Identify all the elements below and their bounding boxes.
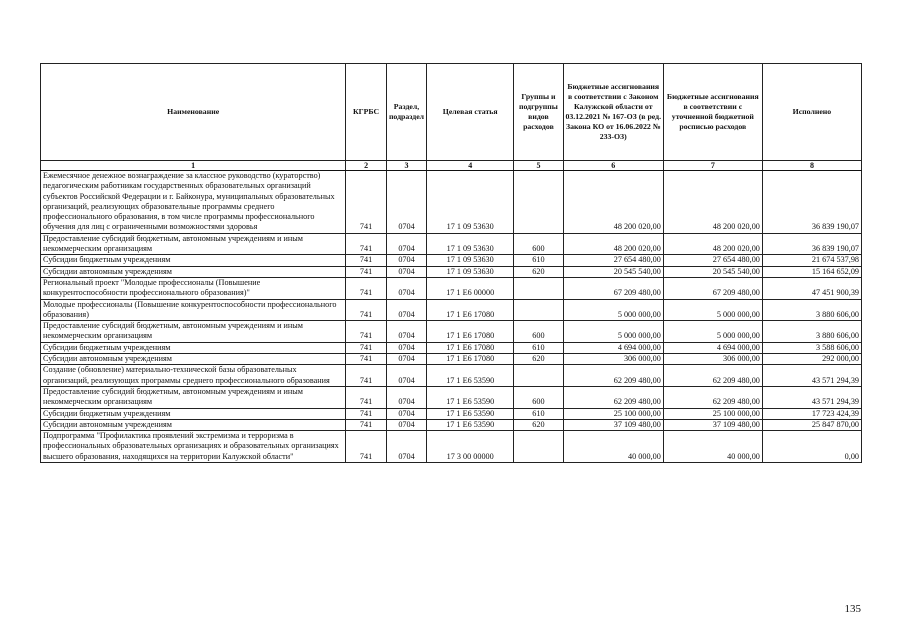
page-number: 135 <box>844 603 861 615</box>
budget-law-cell: 5 000 000,00 <box>563 299 663 321</box>
section-cell: 0704 <box>386 266 426 277</box>
header-section: Раздел, подраздел <box>386 64 426 161</box>
section-cell: 0704 <box>386 386 426 408</box>
budget-refined-cell: 40 000,00 <box>663 431 762 463</box>
kgrbs-cell: 741 <box>346 354 386 365</box>
header-name: Наименование <box>41 64 346 161</box>
section-cell: 0704 <box>386 171 426 234</box>
section-cell: 0704 <box>386 431 426 463</box>
row-name-cell: Субсидии бюджетным учреждениям <box>41 408 346 419</box>
row-name-cell: Субсидии бюджетным учреждениям <box>41 342 346 353</box>
row-name-cell: Субсидии автономным учреждениям <box>41 266 346 277</box>
executed-cell: 43 571 294,39 <box>762 386 861 408</box>
row-name-cell: Субсидии автономным учреждениям <box>41 354 346 365</box>
budget-refined-cell: 48 200 020,00 <box>663 233 762 255</box>
target-article-cell: 17 3 00 00000 <box>427 431 514 463</box>
budget-law-cell: 20 545 540,00 <box>563 266 663 277</box>
table-row <box>41 431 862 463</box>
table-row <box>41 233 862 255</box>
expense-group-cell: 620 <box>514 419 564 430</box>
header-budget-refined: Бюджетные ассигнования в соответствии с уточненной бюджетной росписью расходов <box>663 64 762 161</box>
expense-group-cell: 610 <box>514 342 564 353</box>
expense-group-cell <box>514 171 564 234</box>
column-number: 7 <box>663 161 762 171</box>
column-number: 2 <box>346 161 386 171</box>
budget-law-cell: 4 694 000,00 <box>563 342 663 353</box>
target-article-cell: 17 1 E6 17080 <box>427 321 514 343</box>
target-article-cell: 17 1 E6 53590 <box>427 419 514 430</box>
kgrbs-cell: 741 <box>346 419 386 430</box>
kgrbs-cell: 741 <box>346 408 386 419</box>
section-cell: 0704 <box>386 277 426 299</box>
budget-law-cell: 67 209 480,00 <box>563 277 663 299</box>
budget-refined-cell: 5 000 000,00 <box>663 321 762 343</box>
column-number: 4 <box>427 161 514 171</box>
kgrbs-cell: 741 <box>346 431 386 463</box>
target-article-cell: 17 1 E6 00000 <box>427 277 514 299</box>
executed-cell: 292 000,00 <box>762 354 861 365</box>
budget-refined-cell: 306 000,00 <box>663 354 762 365</box>
expense-group-cell: 620 <box>514 266 564 277</box>
row-name-cell: Предоставление субсидий бюджетным, автономным учреждениям и иным некоммерческим организациям <box>41 233 346 255</box>
executed-cell: 3 880 606,00 <box>762 299 861 321</box>
expense-group-cell: 600 <box>514 386 564 408</box>
section-cell: 0704 <box>386 233 426 255</box>
row-name-cell: Подпрограмма "Профилактика проявлений экстремизма и терроризма в профессиональных образовательных организациях и образовательных организациях высшего образования, находящихся на территории Калужской области" <box>41 431 346 463</box>
expense-group-cell <box>514 431 564 463</box>
kgrbs-cell: 741 <box>346 233 386 255</box>
kgrbs-cell: 741 <box>346 255 386 266</box>
section-cell: 0704 <box>386 365 426 387</box>
row-name-cell: Предоставление субсидий бюджетным, автономным учреждениям и иным некоммерческим организациям <box>41 321 346 343</box>
table-row <box>41 354 862 365</box>
executed-cell: 0,00 <box>762 431 861 463</box>
header-executed: Исполнено <box>762 64 861 161</box>
budget-law-cell: 40 000,00 <box>563 431 663 463</box>
table-row <box>41 408 862 419</box>
target-article-cell: 17 1 E6 17080 <box>427 354 514 365</box>
expense-group-cell: 620 <box>514 354 564 365</box>
row-name-cell: Предоставление субсидий бюджетным, автономным учреждениям и иным некоммерческим организациям <box>41 386 346 408</box>
budget-law-cell: 27 654 480,00 <box>563 255 663 266</box>
table-row <box>41 255 862 266</box>
target-article-cell: 17 1 E6 53590 <box>427 408 514 419</box>
table-row <box>41 321 862 343</box>
kgrbs-cell: 741 <box>346 321 386 343</box>
executed-cell: 21 674 537,98 <box>762 255 861 266</box>
table-row <box>41 365 862 387</box>
target-article-cell: 17 1 E6 17080 <box>427 342 514 353</box>
budget-refined-cell: 27 654 480,00 <box>663 255 762 266</box>
kgrbs-cell: 741 <box>346 266 386 277</box>
budget-law-cell: 306 000,00 <box>563 354 663 365</box>
section-cell: 0704 <box>386 354 426 365</box>
budget-refined-cell: 67 209 480,00 <box>663 277 762 299</box>
budget-refined-cell: 48 200 020,00 <box>663 171 762 234</box>
column-number: 3 <box>386 161 426 171</box>
budget-law-cell: 62 209 480,00 <box>563 386 663 408</box>
target-article-cell: 17 1 09 53630 <box>427 233 514 255</box>
column-number: 5 <box>514 161 564 171</box>
expense-group-cell <box>514 365 564 387</box>
table-row <box>41 386 862 408</box>
header-target-article: Целевая статья <box>427 64 514 161</box>
budget-execution-table <box>40 63 862 463</box>
column-number: 8 <box>762 161 861 171</box>
row-name-cell: Ежемесячное денежное вознаграждение за классное руководство (кураторство) педагогическим работникам государственных образовательных организаций субъектов Российской Федерации и г. Байконура, муниципальных образовательных организаций, реализующих образовательные программы среднего профессионального образования, в том числе программы профессионального обучения для лиц с ограниченными возможностями здоровья <box>41 171 346 234</box>
column-number-row <box>41 161 862 171</box>
budget-law-cell: 25 100 000,00 <box>563 408 663 419</box>
executed-cell: 3 880 606,00 <box>762 321 861 343</box>
budget-refined-cell: 20 545 540,00 <box>663 266 762 277</box>
header-expense-group: Группы и подгруппы видов расходов <box>514 64 564 161</box>
table-row <box>41 277 862 299</box>
table-row <box>41 266 862 277</box>
target-article-cell: 17 1 E6 17080 <box>427 299 514 321</box>
row-name-cell: Региональный проект "Молодые профессионалы (Повышение конкурентоспособности профессионального образования)" <box>41 277 346 299</box>
header-kgrbs: КГРБС <box>346 64 386 161</box>
section-cell: 0704 <box>386 255 426 266</box>
kgrbs-cell: 741 <box>346 299 386 321</box>
executed-cell: 47 451 900,39 <box>762 277 861 299</box>
budget-refined-cell: 62 209 480,00 <box>663 365 762 387</box>
expense-group-cell: 610 <box>514 408 564 419</box>
table-header <box>41 64 862 171</box>
kgrbs-cell: 741 <box>346 365 386 387</box>
expense-group-cell <box>514 277 564 299</box>
table-row <box>41 171 862 234</box>
budget-law-cell: 48 200 020,00 <box>563 233 663 255</box>
section-cell: 0704 <box>386 419 426 430</box>
executed-cell: 15 164 652,09 <box>762 266 861 277</box>
column-number: 1 <box>41 161 346 171</box>
executed-cell: 3 588 606,00 <box>762 342 861 353</box>
budget-law-cell: 37 109 480,00 <box>563 419 663 430</box>
executed-cell: 43 571 294,39 <box>762 365 861 387</box>
target-article-cell: 17 1 09 53630 <box>427 171 514 234</box>
target-article-cell: 17 1 E6 53590 <box>427 365 514 387</box>
budget-refined-cell: 4 694 000,00 <box>663 342 762 353</box>
budget-law-cell: 62 209 480,00 <box>563 365 663 387</box>
section-cell: 0704 <box>386 321 426 343</box>
table-row <box>41 342 862 353</box>
row-name-cell: Субсидии бюджетным учреждениям <box>41 255 346 266</box>
budget-law-cell: 5 000 000,00 <box>563 321 663 343</box>
target-article-cell: 17 1 09 53630 <box>427 255 514 266</box>
kgrbs-cell: 741 <box>346 277 386 299</box>
expense-group-cell: 610 <box>514 255 564 266</box>
executed-cell: 36 839 190,07 <box>762 171 861 234</box>
section-cell: 0704 <box>386 408 426 419</box>
section-cell: 0704 <box>386 342 426 353</box>
executed-cell: 25 847 870,00 <box>762 419 861 430</box>
expense-group-cell: 600 <box>514 321 564 343</box>
row-name-cell: Создание (обновление) материально-технической базы образовательных организаций, реализующих программы среднего профессионального образования <box>41 365 346 387</box>
target-article-cell: 17 1 E6 53590 <box>427 386 514 408</box>
executed-cell: 36 839 190,07 <box>762 233 861 255</box>
expense-group-cell <box>514 299 564 321</box>
executed-cell: 17 723 424,39 <box>762 408 861 419</box>
budget-refined-cell: 5 000 000,00 <box>663 299 762 321</box>
expense-group-cell: 600 <box>514 233 564 255</box>
kgrbs-cell: 741 <box>346 171 386 234</box>
budget-law-cell: 48 200 020,00 <box>563 171 663 234</box>
table-row <box>41 419 862 430</box>
table-body <box>41 171 862 463</box>
header-budget-law: Бюджетные ассигнования в соответствии с Законом Калужской области от 03.12.2021 № 167-ОЗ (в ред. Закона КО от 16.06.2022 № 233-ОЗ) <box>563 64 663 161</box>
column-number: 6 <box>563 161 663 171</box>
kgrbs-cell: 741 <box>346 386 386 408</box>
target-article-cell: 17 1 09 53630 <box>427 266 514 277</box>
kgrbs-cell: 741 <box>346 342 386 353</box>
row-name-cell: Молодые профессионалы (Повышение конкурентоспособности профессионального образования) <box>41 299 346 321</box>
table-row <box>41 299 862 321</box>
row-name-cell: Субсидии автономным учреждениям <box>41 419 346 430</box>
budget-refined-cell: 37 109 480,00 <box>663 419 762 430</box>
section-cell: 0704 <box>386 299 426 321</box>
budget-refined-cell: 25 100 000,00 <box>663 408 762 419</box>
budget-refined-cell: 62 209 480,00 <box>663 386 762 408</box>
